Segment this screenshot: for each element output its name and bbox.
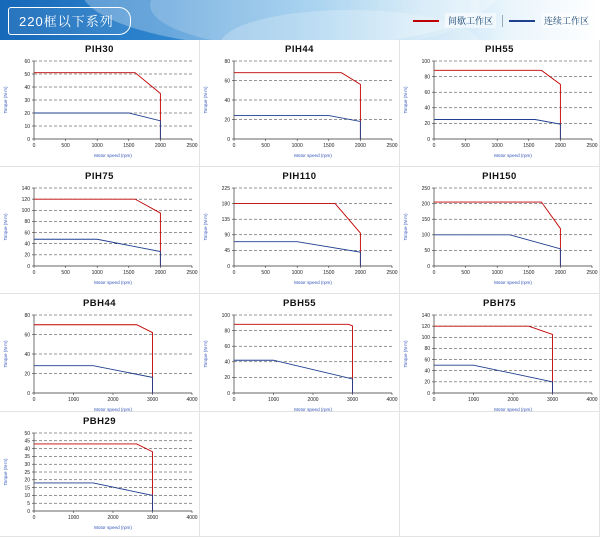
svg-text:140: 140 [21, 185, 30, 192]
chart-cell-pbh75 [400, 294, 600, 412]
svg-text:60: 60 [24, 332, 30, 339]
svg-text:2000: 2000 [554, 143, 566, 149]
svg-text:1000: 1000 [291, 270, 303, 276]
chart-cell-pbh29 [0, 412, 200, 537]
chart-cell-pih75 [0, 167, 200, 294]
svg-text:1500: 1500 [523, 143, 535, 149]
chart-cell-pih110 [200, 167, 400, 294]
svg-text:0: 0 [32, 397, 36, 403]
chart-plot-area [200, 182, 399, 292]
chart-title: PBH55 [282, 298, 317, 309]
svg-text:100: 100 [421, 58, 430, 65]
svg-text:2500: 2500 [186, 143, 198, 149]
svg-text:0: 0 [32, 143, 36, 149]
svg-text:0: 0 [427, 136, 430, 143]
svg-text:500: 500 [61, 143, 70, 149]
svg-text:0: 0 [432, 270, 436, 276]
svg-text:Motor speed (rpm): Motor speed (rpm) [294, 407, 332, 412]
chart-cell-pbh44 [0, 294, 200, 412]
page-header [0, 0, 600, 40]
svg-text:40: 40 [24, 351, 30, 358]
chart-cell-empty [400, 412, 600, 537]
svg-text:2500: 2500 [186, 270, 198, 276]
svg-text:Torque (N·m): Torque (N·m) [403, 213, 408, 241]
svg-text:20: 20 [24, 110, 30, 117]
svg-text:20: 20 [24, 252, 30, 259]
svg-text:40: 40 [224, 97, 230, 104]
chart-cell-pih44 [200, 40, 400, 167]
chart-plot-area [400, 182, 599, 292]
svg-text:2000: 2000 [554, 270, 566, 276]
svg-text:Torque (N·m): Torque (N·m) [203, 86, 208, 114]
svg-text:40: 40 [224, 359, 230, 366]
svg-text:20: 20 [224, 375, 230, 382]
svg-text:80: 80 [224, 58, 230, 65]
chart-title: PIH75 [85, 171, 114, 182]
svg-text:0: 0 [227, 136, 230, 143]
svg-text:3000: 3000 [146, 397, 159, 403]
svg-text:500: 500 [461, 270, 470, 276]
svg-text:40: 40 [424, 368, 430, 375]
svg-text:1000: 1000 [91, 270, 103, 276]
svg-text:Motor speed (rpm): Motor speed (rpm) [494, 407, 532, 412]
legend-line-continuous [509, 20, 535, 22]
svg-text:4000: 4000 [186, 397, 198, 403]
svg-text:500: 500 [261, 143, 270, 149]
chart-cell-pbh55 [200, 294, 400, 412]
svg-text:35: 35 [24, 454, 30, 461]
svg-text:Motor speed (rpm): Motor speed (rpm) [494, 280, 532, 285]
chart-plot-area [0, 182, 199, 292]
svg-text:0: 0 [227, 390, 230, 397]
svg-text:1500: 1500 [123, 143, 135, 149]
svg-text:Torque (N·m): Torque (N·m) [3, 86, 8, 114]
chart-title: PIH44 [285, 44, 314, 55]
svg-text:0: 0 [227, 263, 230, 270]
svg-text:0: 0 [27, 136, 30, 143]
svg-text:2000: 2000 [507, 397, 519, 403]
chart-plot-area [400, 55, 599, 165]
svg-text:Motor speed (rpm): Motor speed (rpm) [94, 407, 132, 412]
chart-cell-pih55 [400, 40, 600, 167]
page-title: 220框以下系列 [8, 7, 131, 35]
svg-text:225: 225 [221, 185, 230, 192]
svg-text:2500: 2500 [386, 143, 398, 149]
chart-title: PBH29 [82, 416, 117, 427]
svg-text:25: 25 [24, 469, 30, 476]
svg-text:Motor speed (rpm): Motor speed (rpm) [294, 280, 332, 285]
chart-title: PIH55 [485, 44, 514, 55]
chart-title: PBH44 [82, 298, 117, 309]
svg-text:120: 120 [21, 196, 30, 203]
chart-title: PBH75 [482, 298, 517, 309]
svg-text:Torque (N·m): Torque (N·m) [203, 213, 208, 241]
svg-text:Motor speed (rpm): Motor speed (rpm) [94, 525, 132, 530]
svg-text:40: 40 [24, 241, 30, 248]
svg-text:80: 80 [224, 328, 230, 335]
svg-text:20: 20 [424, 121, 430, 128]
svg-text:1000: 1000 [491, 270, 503, 276]
svg-text:200: 200 [421, 201, 430, 208]
svg-text:250: 250 [421, 185, 430, 192]
svg-text:100: 100 [421, 232, 430, 239]
chart-plot-area [200, 55, 399, 165]
svg-text:2000: 2000 [107, 515, 119, 521]
svg-text:2500: 2500 [586, 270, 598, 276]
svg-text:20: 20 [24, 477, 30, 484]
legend-label-continuous: 连续工作区 [541, 13, 592, 28]
svg-text:140: 140 [421, 312, 430, 319]
svg-text:45: 45 [224, 248, 230, 255]
svg-text:10: 10 [24, 493, 30, 500]
svg-text:Motor speed (rpm): Motor speed (rpm) [94, 280, 132, 285]
svg-text:1000: 1000 [267, 397, 280, 403]
svg-text:50: 50 [24, 71, 30, 78]
svg-text:60: 60 [24, 230, 30, 237]
chart-title: PIH30 [85, 44, 114, 55]
legend-label-intermittent: 间歇工作区 [445, 13, 496, 28]
svg-text:80: 80 [424, 346, 430, 353]
svg-text:0: 0 [232, 143, 236, 149]
svg-text:10: 10 [24, 123, 30, 130]
svg-text:1000: 1000 [67, 515, 80, 521]
svg-text:80: 80 [424, 74, 430, 81]
svg-text:30: 30 [24, 462, 30, 468]
legend-line-intermittent [413, 20, 439, 22]
svg-text:40: 40 [24, 84, 30, 91]
chart-plot-area [200, 309, 399, 410]
svg-text:0: 0 [27, 263, 30, 270]
svg-text:50: 50 [24, 430, 30, 437]
svg-text:1000: 1000 [291, 143, 303, 149]
svg-text:15: 15 [24, 485, 30, 492]
svg-text:2000: 2000 [307, 397, 319, 403]
svg-text:90: 90 [224, 232, 230, 239]
svg-text:500: 500 [261, 270, 270, 276]
svg-text:0: 0 [232, 270, 236, 276]
svg-text:80: 80 [24, 219, 30, 226]
svg-text:2000: 2000 [354, 270, 366, 276]
svg-text:4000: 4000 [186, 515, 198, 521]
svg-text:3000: 3000 [146, 515, 159, 521]
svg-text:100: 100 [221, 312, 230, 319]
svg-text:4000: 4000 [586, 397, 598, 403]
svg-text:1000: 1000 [491, 143, 503, 149]
svg-text:1500: 1500 [323, 143, 335, 149]
svg-text:20: 20 [424, 379, 430, 386]
svg-text:0: 0 [32, 515, 36, 521]
svg-text:Motor speed (rpm): Motor speed (rpm) [294, 153, 332, 158]
svg-text:45: 45 [24, 438, 30, 445]
svg-text:1500: 1500 [323, 270, 335, 276]
chart-cell-pih30 [0, 40, 200, 167]
svg-text:3000: 3000 [346, 397, 359, 403]
svg-text:135: 135 [221, 217, 230, 223]
svg-text:500: 500 [461, 143, 470, 149]
chart-cell-empty [200, 412, 400, 537]
chart-grid [0, 40, 600, 537]
svg-text:2500: 2500 [386, 270, 398, 276]
svg-text:Torque (N·m): Torque (N·m) [3, 213, 8, 241]
chart-title: PIH150 [482, 171, 517, 182]
svg-text:2000: 2000 [154, 143, 166, 149]
svg-text:Torque (N·m): Torque (N·m) [203, 340, 208, 368]
svg-text:1500: 1500 [123, 270, 135, 276]
svg-text:80: 80 [24, 312, 30, 319]
svg-text:1500: 1500 [523, 270, 535, 276]
chart-plot-area [0, 55, 199, 165]
svg-text:0: 0 [27, 390, 30, 397]
svg-text:0: 0 [232, 397, 236, 403]
svg-text:Torque (N·m): Torque (N·m) [3, 458, 8, 486]
svg-text:0: 0 [427, 390, 430, 397]
svg-text:50: 50 [424, 248, 430, 255]
legend-divider [502, 15, 503, 27]
svg-text:500: 500 [61, 270, 70, 276]
svg-text:Torque (N·m): Torque (N·m) [403, 340, 408, 368]
legend [413, 13, 592, 28]
svg-text:20: 20 [224, 117, 230, 124]
svg-text:0: 0 [432, 397, 436, 403]
svg-text:150: 150 [421, 217, 430, 223]
chart-title: PIH110 [282, 171, 317, 182]
svg-text:1000: 1000 [467, 397, 480, 403]
svg-text:40: 40 [424, 105, 430, 112]
svg-text:30: 30 [24, 97, 30, 104]
svg-text:60: 60 [224, 344, 230, 350]
svg-text:0: 0 [427, 263, 430, 270]
svg-text:3000: 3000 [546, 397, 559, 403]
svg-text:2000: 2000 [354, 143, 366, 149]
svg-text:180: 180 [221, 201, 230, 208]
svg-text:Motor speed (rpm): Motor speed (rpm) [94, 153, 132, 158]
svg-text:20: 20 [24, 371, 30, 378]
svg-text:60: 60 [224, 78, 230, 85]
svg-text:100: 100 [21, 208, 30, 215]
svg-text:60: 60 [424, 90, 430, 96]
svg-text:1000: 1000 [67, 397, 80, 403]
svg-text:Torque (N·m): Torque (N·m) [403, 86, 408, 114]
svg-text:1000: 1000 [91, 143, 103, 149]
chart-cell-pih150 [400, 167, 600, 294]
svg-text:Motor speed (rpm): Motor speed (rpm) [494, 153, 532, 158]
svg-text:Torque (N·m): Torque (N·m) [3, 340, 8, 368]
chart-plot-area [400, 309, 599, 410]
svg-text:2000: 2000 [107, 397, 119, 403]
svg-text:60: 60 [24, 58, 30, 65]
svg-text:120: 120 [421, 323, 430, 330]
svg-text:2000: 2000 [154, 270, 166, 276]
svg-text:5: 5 [27, 501, 30, 507]
svg-text:100: 100 [421, 335, 430, 342]
svg-text:60: 60 [424, 357, 430, 364]
svg-text:0: 0 [32, 270, 36, 276]
svg-text:0: 0 [432, 143, 436, 149]
chart-plot-area [0, 309, 199, 410]
svg-text:2500: 2500 [586, 143, 598, 149]
svg-text:0: 0 [27, 508, 30, 515]
chart-plot-area [0, 427, 199, 535]
svg-text:40: 40 [24, 446, 30, 453]
svg-text:4000: 4000 [386, 397, 398, 403]
